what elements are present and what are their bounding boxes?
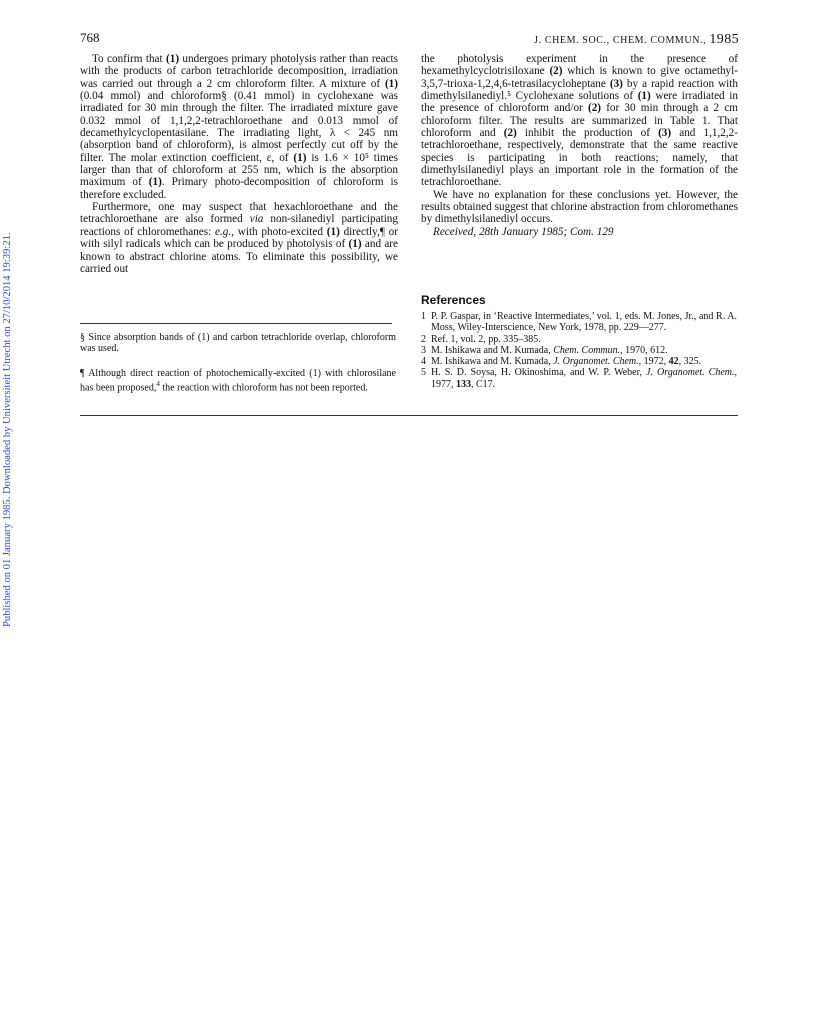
references-heading: References: [421, 293, 486, 307]
page-number: 768: [80, 30, 100, 45]
download-watermark[interactable]: Published on 01 January 1985. Downloaded by Universiteit Utrecht on 27/10/2014 19:39:21.: [2, 232, 13, 627]
running-header: [534, 32, 739, 48]
journal-name: J. CHEM. SOC., CHEM. COMMUN.,: [534, 35, 707, 46]
paragraph-confirm-photolysis: To confirm that (1) undergoes primary photolysis rather than reacts with the products of carbon tetrachloride decomposition, irradiation was carried out through a 2 cm chloroform filter. A mixture of (1) (0.04 mmol) and chloroform§ (0.41 mmol) in cyclohexane was irradiated for 30 min through the filter. The irradiated mixture gave 0.032 mmol of 1,1,2,2-tetrachloroethane and 0.013 mmol of decamethylcyclopentasilane. The irradiating light, λ < 245 nm (absorption band of chloroform), is almost perfectly cut off by the filter. The molar extinction coefficient, ε, of (1) is 1.6 × 10⁵ times larger than that of chloroform at 255 nm, which is the absorption maximum of (1). Primary photo-decomposition of chloroform is therefore excluded.: [80, 53, 399, 201]
references-list: [421, 311, 737, 390]
paragraph-conclusion: We have no explanation for these conclusions yet. However, the results obtained suggest that chlorine abstraction from chloromethanes by dimethylsilanediyl occurs.: [421, 188, 738, 226]
received-line: Received, 28th January 1985; Com. 129: [433, 225, 614, 238]
reference-item: 5 H. S. D. Soysa, H. Okinoshima, and W. P. Weber, J. Organomet. Chem., 1977, 133, C17.: [421, 367, 738, 390]
footnote-divider: [80, 323, 392, 324]
reference-item: 3 M. Ishikawa and M. Kumada, Chem. Commun., 1970, 612.: [421, 344, 668, 356]
page-bottom-rule: [80, 415, 738, 416]
footnote-section: § Since absorption bands of (1) and carbon tetrachloride overlap, chloroform was used.: [80, 332, 396, 355]
reference-item: 2 Ref. 1, vol. 2, pp. 335–385.: [421, 333, 541, 345]
paragraph-experiment: the photolysis experiment in the presence of hexamethylcyclotrisiloxane (2) which is known to give octamethyl-3,5,7-trioxa-1,2,4,6-tetrasilacycloheptane (3) by a rapid reaction with dimethylsilanediyl.⁵ Cyclohexane solutions of (1) were irradiated in the presence of chloroform and/or (2) for 30 min through a 2 cm chloroform filter. The results are summarized in Table 1. That chloroform and (2) inhibit the production of (3) and 1,1,2,2-tetrachloroethane, respectively, demonstrate that the same reactive species is participating in both reactions; namely, that dimethylsilanediyl plays an important role in the formation of the tetrachloroethane.: [421, 53, 738, 189]
journal-year: 1985: [709, 32, 739, 47]
right-column: [421, 53, 738, 238]
reference-item: 1 P. P. Gaspar, in ‘Reactive Intermediates,’ vol. 1, eds. M. Jones, Jr., and R. A. Moss, Wiley-Interscience, New York, 1978, pp. 229—277.: [421, 311, 737, 334]
left-column: [80, 53, 398, 275]
reference-item: 4 M. Ishikawa and M. Kumada, J. Organomet. Chem., 1972, 42, 325.: [421, 356, 702, 368]
footnote-pilcrow: ¶ Although direct reaction of photochemically-excited (1) with chlorosilane has been proposed,$^4$ the reaction with chloroform has not been reported.: [80, 368, 396, 394]
paragraph-non-silanediyl: Furthermore, one may suspect that hexachloroethane and the tetrachloroethane are also formed via non-silanediyl participating reactions of chloromethanes: e.g., with photo-excited (1) directly,¶ or with silyl radicals which can be produced by photolysis of (1) and are known to abstract chlorine atoms. To eliminate this possibility, we carried out: [80, 201, 399, 275]
